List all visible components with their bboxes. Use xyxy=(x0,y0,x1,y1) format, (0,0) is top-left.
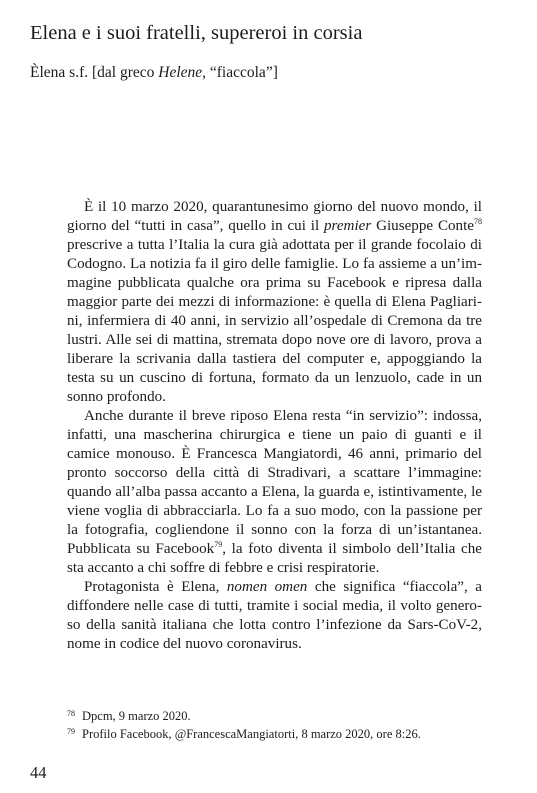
footnote-ref-79: 79 xyxy=(214,540,223,549)
p2-text-a: Anche durante il breve riposo Elena resta “in servizio”: indossa, infatti, una mascherina chirurgica e tiene un paio di guanti e il camice monouso. È Francesca Mangiatordi, 46 anni, primario del pronto soccorso della città di Stradivari, a scattare l’immagine: quando all’alba passa accanto a Elena, la guarda e, istintivamente, le viene voglia di abbracciarla. Lo fa a suo modo, con la passione per la fotografia, cogliendone il sonno con la forza di un’istantanea. Pubblicata su Facebook xyxy=(67,408,482,557)
footnote-text: Dpcm, 9 marzo 2020. xyxy=(82,709,191,723)
footnotes xyxy=(67,706,487,742)
footnote-number: 79 xyxy=(67,727,75,736)
p1-text-c: prescrive a tutta l’Italia la cura già adottata per il grande focolaio di Codogno. La notizia fa il giro delle famiglie. Lo fa assieme a un’immagine pubblicata qualche ora prima su Facebook e ripresa dalla maggior parte dei mezzi di informazione: è quella di Elena Pagliarini, infermiera di 40 anni, in servizio all’ospedale di Cremona da tre lustri. Alle sei di mattina, stremata dopo nove ore di lavoro, prova a liberare la scrivania dalla tastiera del computer e, appoggiando la testa su un cuscino di fortuna, formato da un lenzuolo, cade in un sonno profondo. xyxy=(67,237,482,405)
p3-text-b: che significa “fiaccola”, a diffondere nelle case di tutti, tramite i social media, il volto generoso della sanità italiana che lotta contro l’infezione da Sars-CoV-2, nome in codice del nuovo coronavirus. xyxy=(67,579,482,652)
footnote-79 xyxy=(67,724,487,742)
p1-text-b: Giuseppe Conte xyxy=(371,218,474,234)
footnote-text: Profilo Facebook, @FrancescaMangiatorti, 8 marzo 2020, ore 8:26. xyxy=(82,727,421,741)
page-number: 44 xyxy=(30,763,47,782)
epigraph xyxy=(30,63,520,83)
paragraph-2 xyxy=(67,407,482,578)
p3-nomen-omen: nomen omen xyxy=(226,579,308,595)
footnote-ref-78: 78 xyxy=(474,217,482,226)
paragraph-1 xyxy=(67,198,482,407)
p1-premier: premier xyxy=(324,218,372,234)
epigraph-greek-word: Helene xyxy=(158,64,203,81)
p3-text-a: Protagonista è Elena, xyxy=(84,579,227,595)
epigraph-suffix: , “fiaccola”] xyxy=(202,64,278,81)
chapter-title: Elena e i suoi fratelli, supereroi in corsia xyxy=(30,22,363,44)
p1-text-a: È il 10 marzo 2020, quarantunesimo giorno del nuovo mondo, il giorno del “tutti in casa”, quello in cui il xyxy=(67,199,482,234)
footnote-78 xyxy=(67,706,487,724)
footnote-number: 78 xyxy=(67,709,75,718)
body-text xyxy=(67,198,482,654)
p2-text-b: , la foto diventa il simbolo dell’Italia che sta accanto a chi soffre di febbre e crisi respiratorie. xyxy=(67,541,482,576)
epigraph-prefix: Èlena s.f. [dal greco xyxy=(30,64,159,81)
paragraph-3 xyxy=(67,578,482,654)
